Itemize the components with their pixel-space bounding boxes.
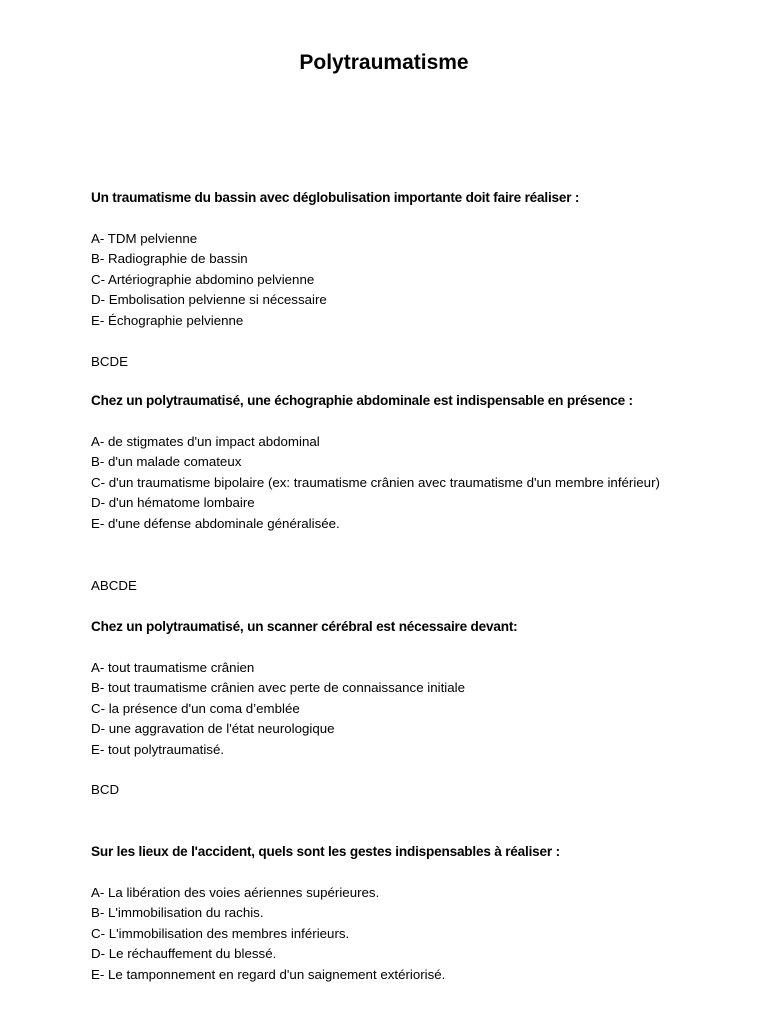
question-1-text: Un traumatisme du bassin avec déglobulisation importante doit faire réaliser : [91, 190, 580, 205]
question-4-text: Sur les lieux de l'accident, quels sont les gestes indispensables à réaliser : [91, 844, 560, 859]
question-3-answer: BCD [91, 782, 120, 797]
question-3-option-e: E- tout polytraumatisé. [91, 741, 225, 757]
question-4-option-c: C- L'immobilisation des membres inférieurs. [91, 925, 350, 941]
question-1-option-c: C- Artériographie abdomino pelvienne [91, 271, 315, 287]
question-3-option-a: A- tout traumatisme crânien [91, 660, 255, 675]
question-2-answer: ABCDE [91, 578, 137, 593]
question-4-options [91, 883, 671, 985]
question-1-option-d: D- Embolisation pelvienne si nécessaire [91, 292, 327, 308]
question-2-option-b: B- d'un malade comateux [91, 454, 242, 470]
question-3-text: Chez un polytraumatisé, un scanner cérébral est nécessaire devant: [91, 619, 518, 634]
question-2-option-c: C- d'un traumatisme bipolaire (ex: traumatisme crânien avec traumatisme d'un membre inférieur) [91, 474, 660, 490]
question-2-options [91, 432, 671, 534]
question-3-option-d: D- une aggravation de l'état neurologique [91, 721, 335, 737]
question-4-option-b: B- L'immobilisation du rachis. [91, 905, 264, 921]
question-1-option-e: E- Échographie pelvienne [91, 312, 244, 328]
question-4-option-e: E- Le tamponnement en regard d'un saignement extériorisé. [91, 966, 446, 982]
question-1-options [91, 229, 671, 331]
question-4-option-a: A- La libération des voies aériennes supérieures. [91, 885, 380, 900]
question-2-option-d: D- d'un hématome lombaire [91, 495, 255, 511]
question-2-text: Chez un polytraumatisé, une échographie abdominale est indispensable en présence : [91, 393, 633, 408]
question-3-option-c: C- la présence d'un coma d’emblée [91, 700, 300, 716]
question-1-answer: BCDE [91, 354, 128, 369]
document-title: Polytraumatisme [299, 51, 469, 74]
question-2-option-a: A- de stigmates d'un impact abdominal [91, 434, 320, 449]
question-3-options [91, 658, 671, 760]
question-4-option-d: D- Le réchauffement du blessé. [91, 946, 277, 962]
question-2-option-e: E- d'une défense abdominale généralisée. [91, 515, 340, 531]
question-1-option-a: A- TDM pelvienne [91, 231, 198, 246]
question-1-option-b: B- Radiographie de bassin [91, 251, 248, 267]
question-3-option-b: B- tout traumatisme crânien avec perte de connaissance initiale [91, 680, 465, 696]
